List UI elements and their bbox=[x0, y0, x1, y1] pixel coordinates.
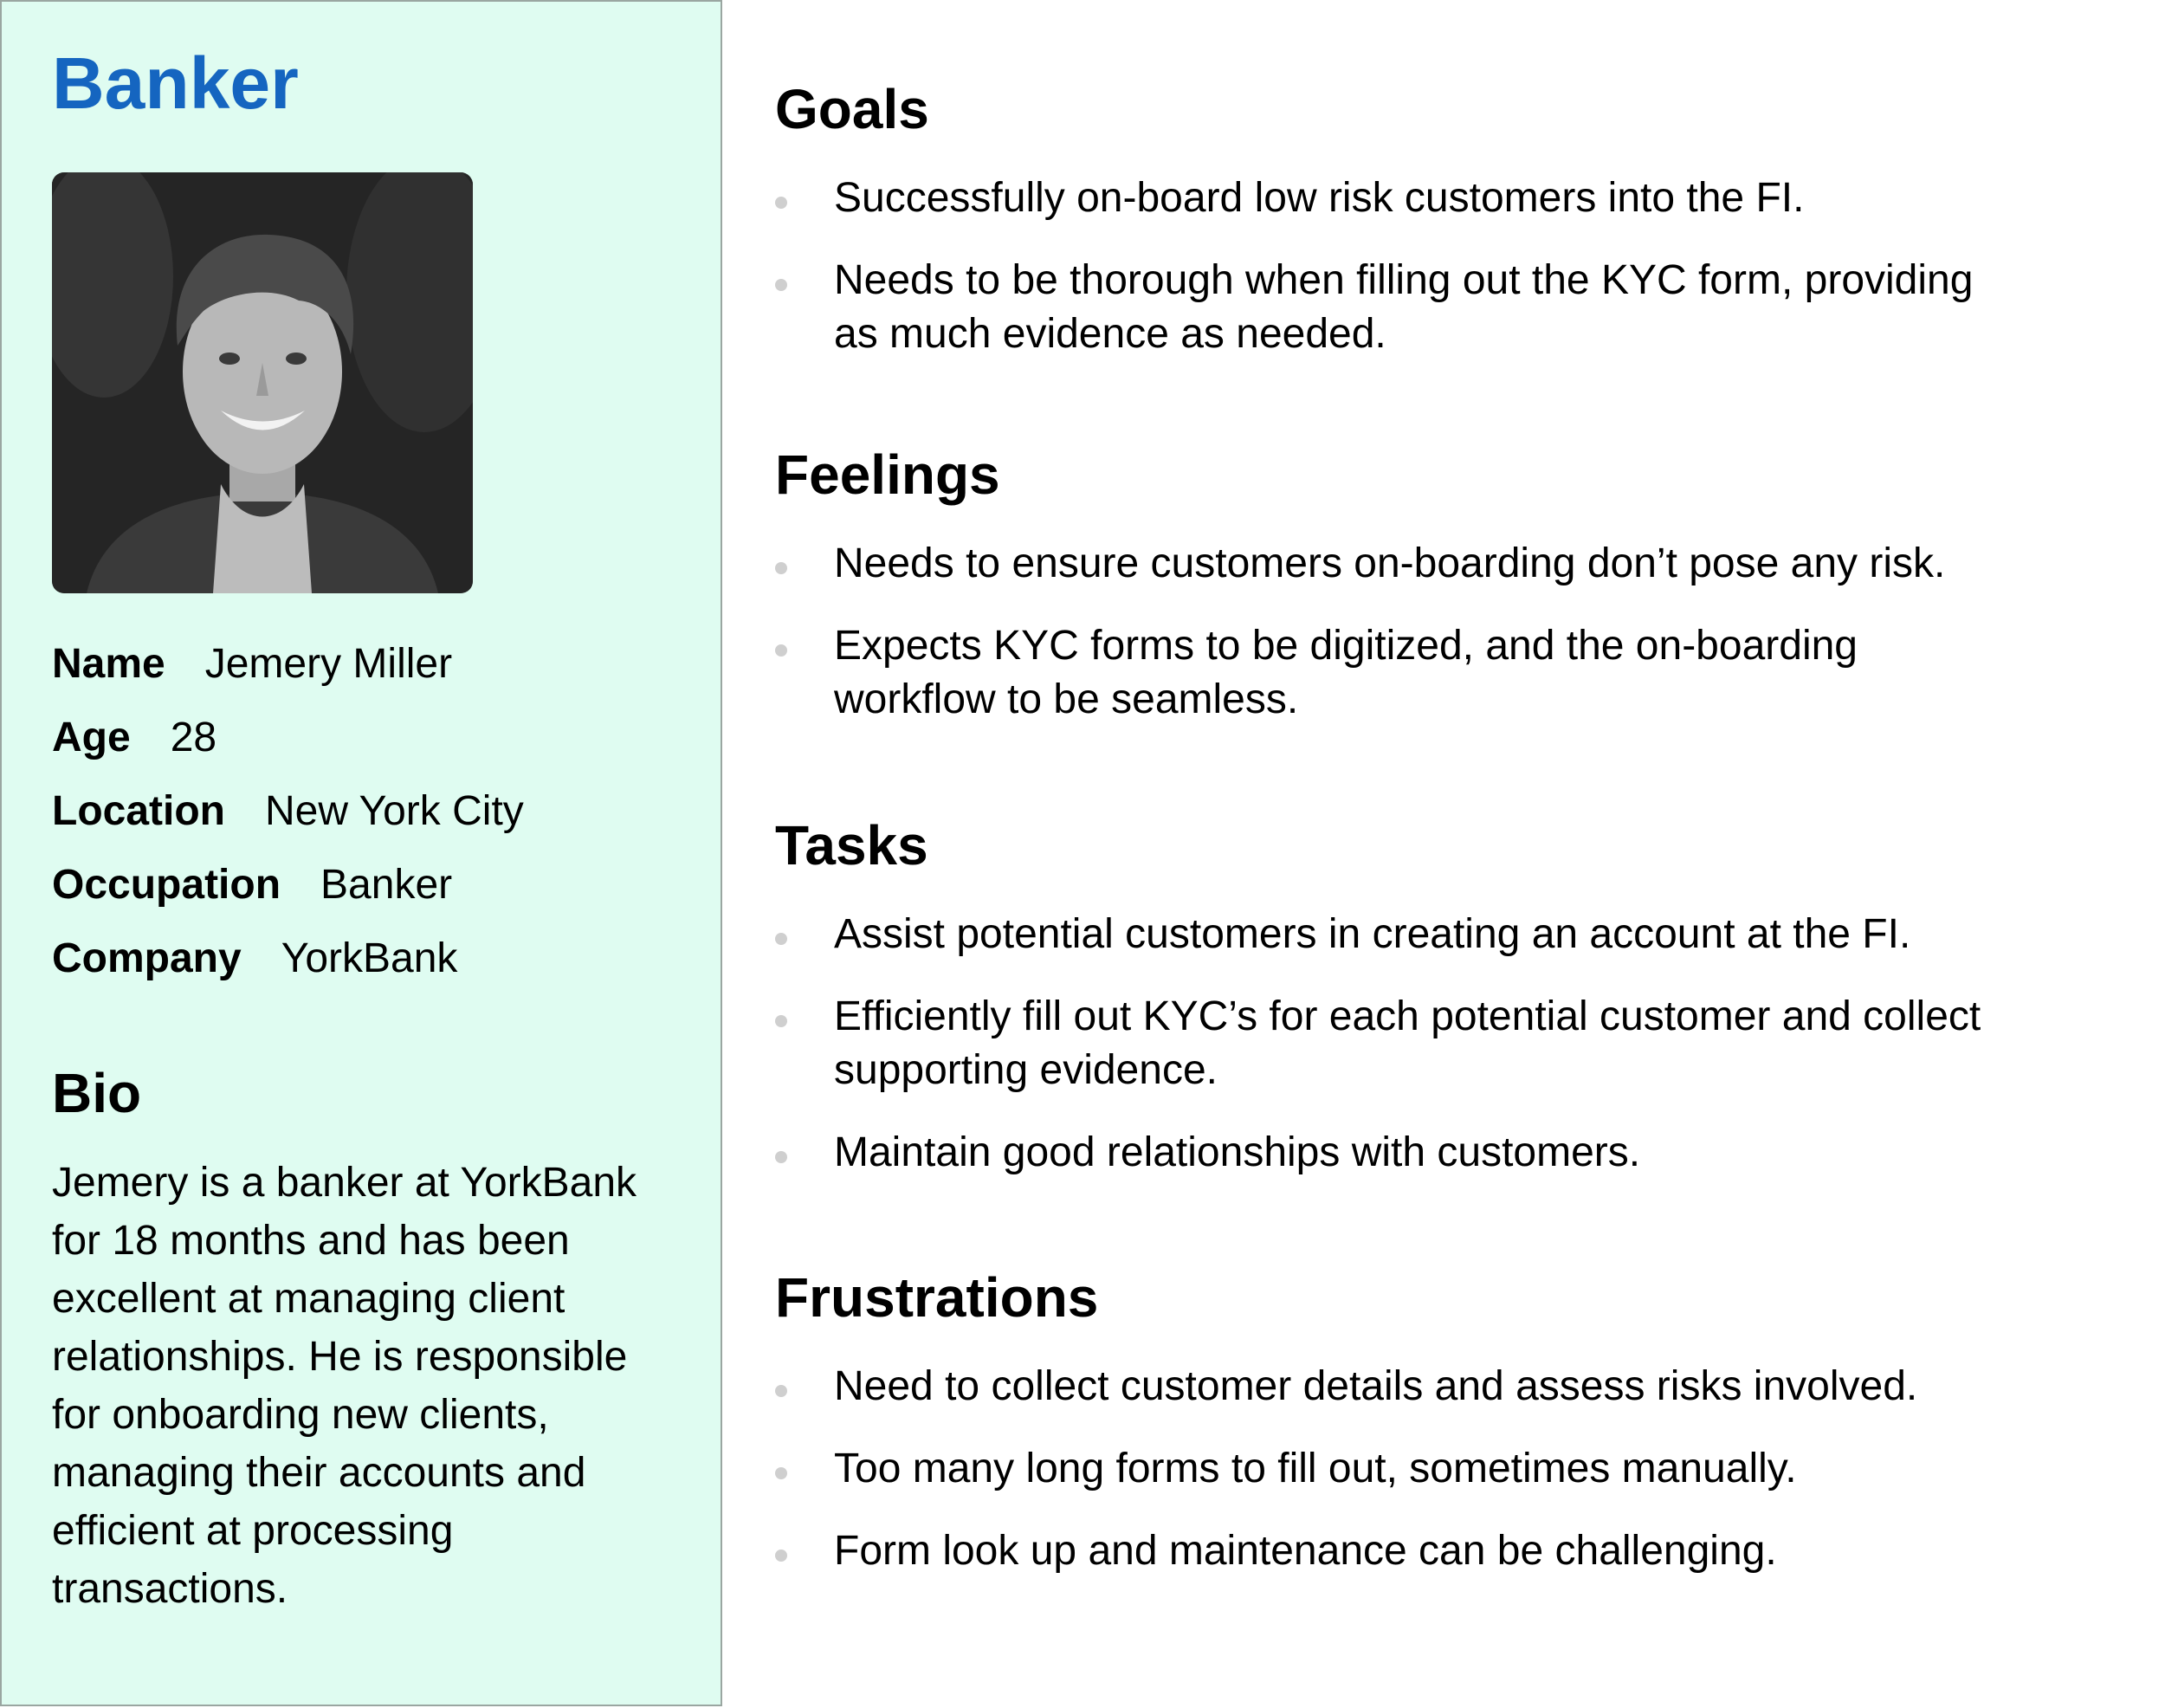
bullet-icon bbox=[775, 562, 787, 574]
bullet-icon bbox=[775, 933, 787, 945]
list-item-text: Too many long forms to fill out, sometimes manually. bbox=[834, 1445, 1797, 1491]
bullet-icon bbox=[775, 279, 787, 291]
page-title: Banker bbox=[52, 42, 299, 124]
bullet-list bbox=[775, 908, 2126, 1180]
list-item bbox=[775, 990, 2126, 1097]
bio-heading: Bio bbox=[52, 1062, 142, 1124]
bio-text: Jemery is a banker at YorkBank for 18 months and has been excellent at managing client relationships. He is responsible for onboarding new clients, managing their accounts and efficient at processing transactions. bbox=[52, 1160, 637, 1612]
bullet-icon bbox=[775, 1467, 787, 1479]
list-item bbox=[775, 171, 2126, 225]
bullet-list bbox=[775, 171, 2126, 361]
list-item-text: Efficiently fill out KYC’s for each potential customer and collect supporting evidence. bbox=[834, 993, 1981, 1093]
bullet-icon bbox=[775, 644, 787, 657]
list-item-text: Needs to ensure customers on-boarding don’t pose any risk. bbox=[834, 540, 1946, 586]
section-feelings bbox=[775, 442, 2126, 727]
fact-row-name bbox=[52, 634, 524, 708]
fact-value: New York City bbox=[265, 788, 524, 834]
list-item bbox=[775, 537, 2126, 591]
section-frustrations bbox=[775, 1265, 2126, 1578]
fact-value: Banker bbox=[320, 862, 453, 908]
section-goals bbox=[775, 76, 2126, 361]
bullet-list bbox=[775, 1360, 2126, 1578]
portrait-icon bbox=[52, 172, 473, 593]
section-heading: Tasks bbox=[775, 814, 928, 877]
list-item-text: Maintain good relationships with customers. bbox=[834, 1129, 1641, 1175]
bullet-icon bbox=[775, 1549, 787, 1562]
list-item-text: Assist potential customers in creating an account at the FI. bbox=[834, 910, 1911, 957]
section-heading: Frustrations bbox=[775, 1266, 1099, 1329]
list-item bbox=[775, 908, 2126, 961]
section-heading: Goals bbox=[775, 78, 929, 140]
list-item bbox=[775, 1126, 2126, 1180]
fact-label: Name bbox=[52, 641, 165, 687]
profile-panel bbox=[0, 0, 722, 1706]
fact-row-age bbox=[52, 708, 524, 781]
bullet-list bbox=[775, 537, 2126, 727]
fact-row-location bbox=[52, 781, 524, 855]
list-item bbox=[775, 1360, 2126, 1414]
list-item bbox=[775, 1524, 2126, 1578]
list-item-text: Needs to be thorough when filling out the KYC form, providing as much evidence as needed. bbox=[834, 256, 1974, 357]
list-item-text: Expects KYC forms to be digitized, and the on-boarding workflow to be seamless. bbox=[834, 622, 1858, 722]
fact-label: Occupation bbox=[52, 862, 281, 908]
list-item bbox=[775, 254, 2126, 361]
bullet-icon bbox=[775, 1151, 787, 1163]
list-item-text: Successfully on-board low risk customers into the FI. bbox=[834, 174, 1805, 221]
list-item-text: Need to collect customer details and assess risks involved. bbox=[834, 1362, 1918, 1409]
fact-label: Age bbox=[52, 715, 131, 760]
fact-value: YorkBank bbox=[281, 935, 458, 981]
fact-label: Location bbox=[52, 788, 225, 834]
fact-value: Jemery Miller bbox=[204, 641, 453, 687]
list-item-text: Form look up and maintenance can be challenging. bbox=[834, 1527, 1777, 1574]
section-heading: Feelings bbox=[775, 443, 1000, 506]
fact-row-occupation bbox=[52, 855, 524, 928]
bullet-icon bbox=[775, 1385, 787, 1397]
fact-value: 28 bbox=[170, 715, 217, 760]
section-tasks bbox=[775, 812, 2126, 1180]
portrait-photo bbox=[52, 172, 473, 593]
list-item bbox=[775, 619, 2126, 727]
profile-facts bbox=[52, 634, 524, 1002]
fact-label: Company bbox=[52, 935, 242, 981]
bullet-icon bbox=[775, 1015, 787, 1027]
fact-row-company bbox=[52, 928, 524, 1002]
list-item bbox=[775, 1442, 2126, 1496]
bullet-icon bbox=[775, 197, 787, 209]
